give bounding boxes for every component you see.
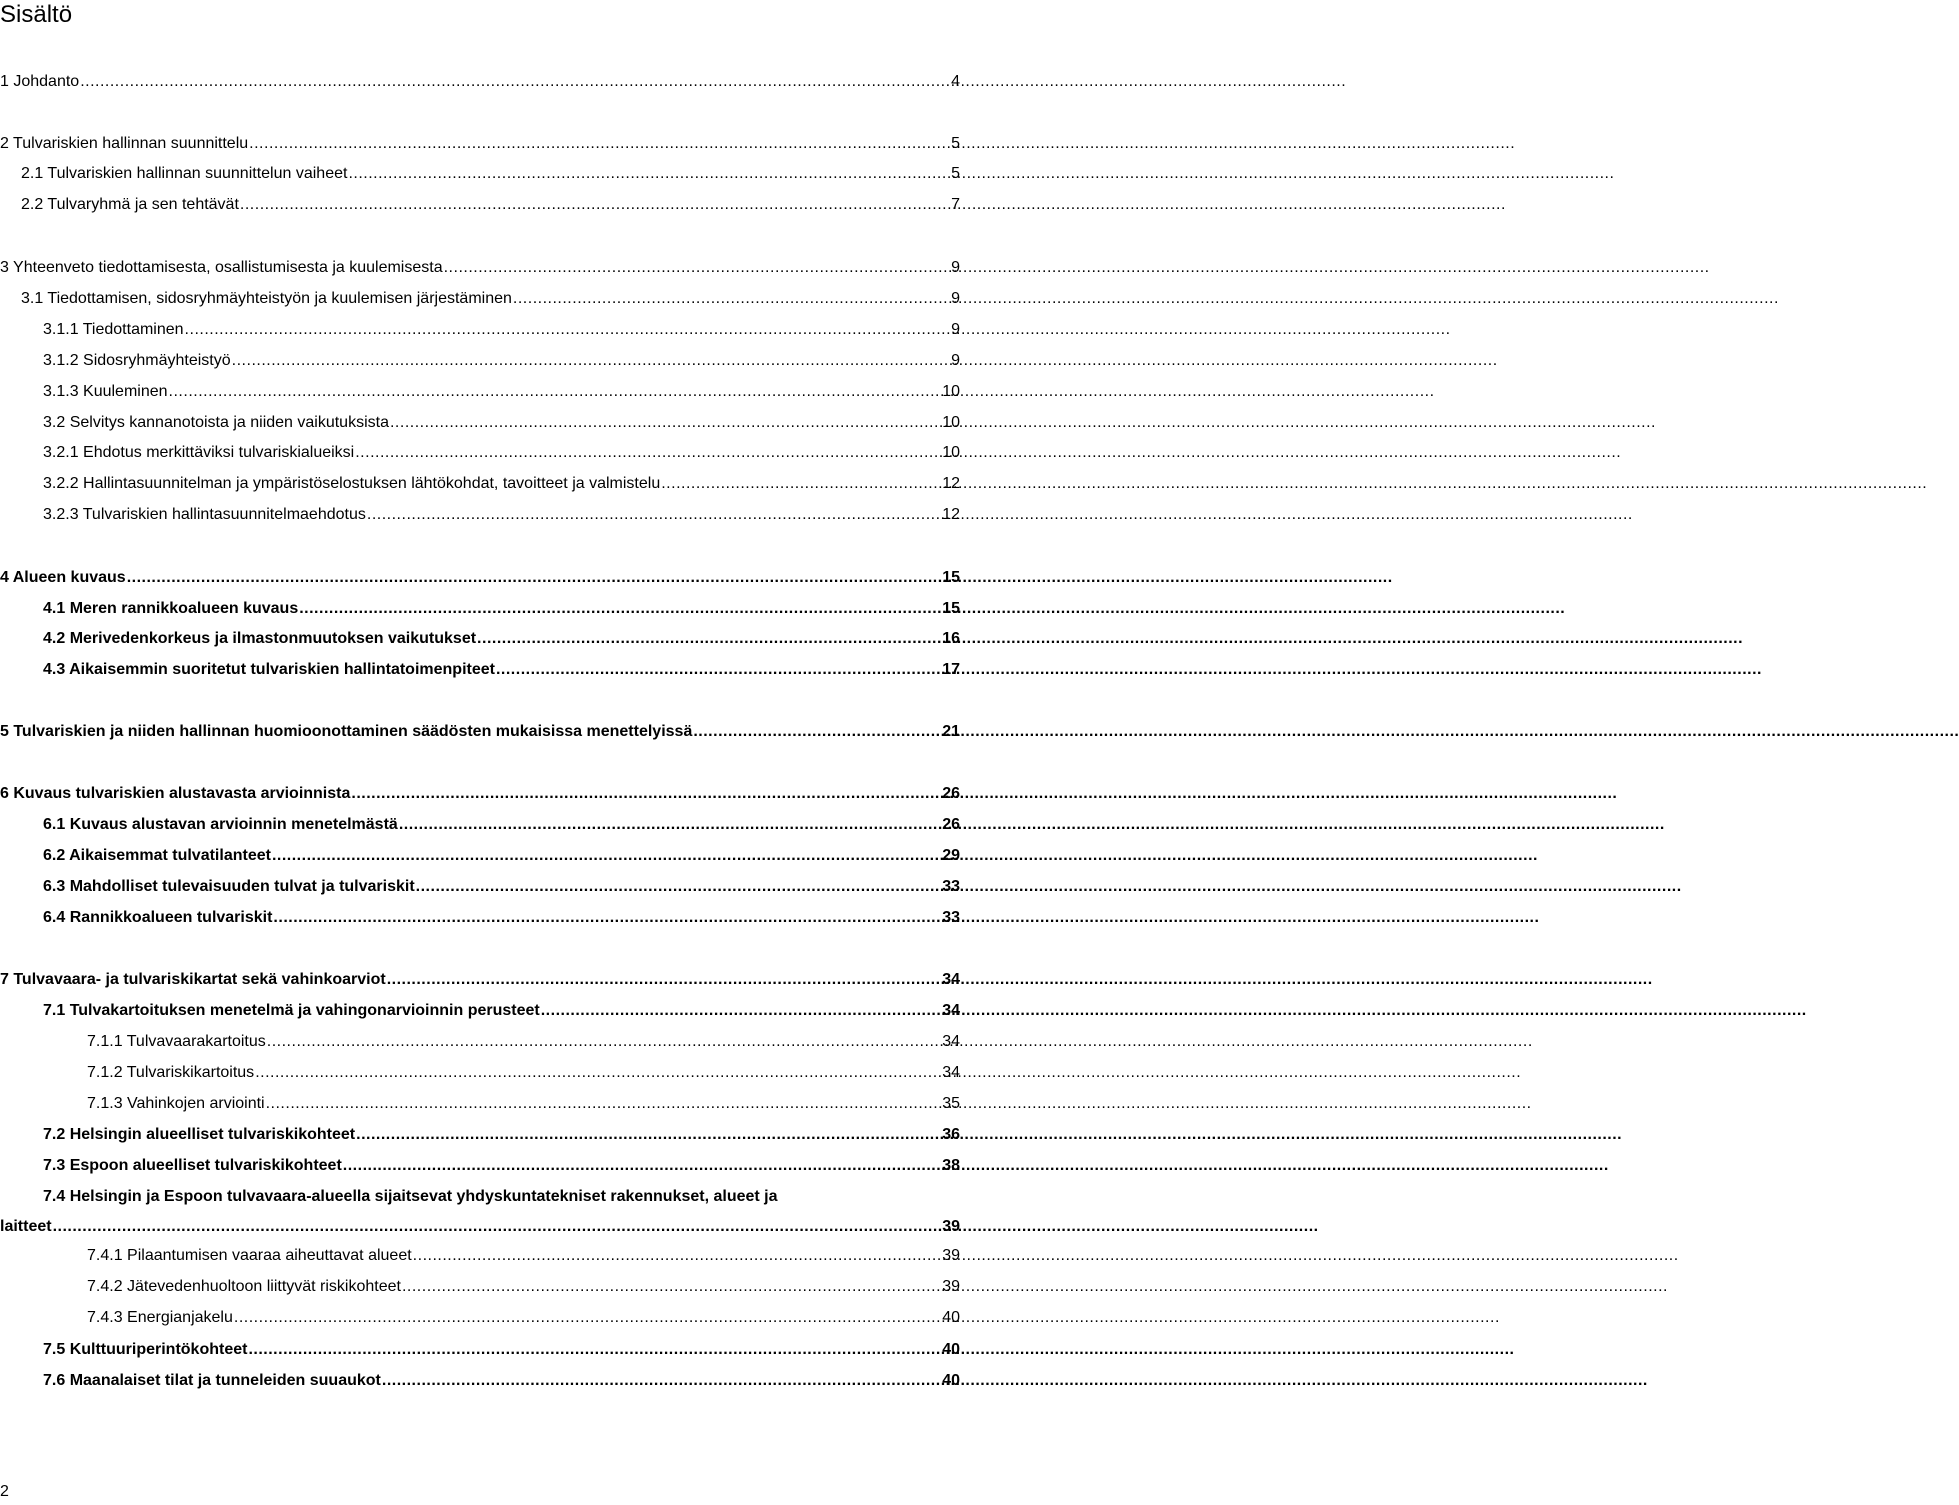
toc-entry-page: 40 (942, 1309, 960, 1326)
toc-entry-page: 36 (942, 1126, 960, 1143)
toc-entry[interactable] (43, 1338, 960, 1362)
toc-leader-dots (266, 1092, 942, 1116)
toc-entry-title: 2.2 Tulvaryhmä ja sen tehtävät (21, 196, 239, 213)
toc-entry[interactable] (43, 906, 960, 930)
toc-entry[interactable] (43, 597, 960, 621)
toc-entry-page: 34 (942, 971, 960, 988)
toc-leader-dots (299, 597, 941, 621)
toc-entry-title: 7.3 Espoon alueelliset tulvariskikohteet (43, 1157, 342, 1174)
toc-entry-page: 26 (942, 785, 960, 802)
toc-entry[interactable] (43, 318, 960, 342)
toc-entry-page: 21 (942, 723, 960, 740)
toc-leader-dots (272, 844, 941, 868)
toc-leader-dots (127, 566, 942, 590)
toc-entry[interactable] (43, 349, 960, 373)
toc-entry-page: 34 (942, 1064, 960, 1081)
toc-leader-dots (399, 813, 941, 837)
page-number: 2 (0, 1483, 9, 1500)
toc-entry[interactable] (43, 658, 960, 682)
toc-entry[interactable] (0, 256, 960, 280)
toc-entry[interactable] (43, 1369, 960, 1393)
toc-entry-page: 5 (951, 165, 960, 182)
toc-entry-title: 3.1.1 Tiedottaminen (43, 321, 184, 338)
toc-entry-title: 4.3 Aikaisemmin suoritetut tulvariskien hallintatoimenpiteet (43, 661, 495, 678)
toc-leader-dots (185, 318, 951, 342)
toc-entry[interactable] (0, 132, 960, 156)
toc-entry-page: 9 (951, 259, 960, 276)
toc-entry-title: 7.4.2 Jätevedenhuoltoon liittyvät riskikohteet (87, 1278, 401, 1295)
toc-entry[interactable] (87, 1092, 960, 1116)
toc-entry[interactable] (0, 782, 960, 806)
toc-leader-dots (444, 256, 950, 280)
toc-entry[interactable] (0, 566, 960, 590)
toc-entry-page: 10 (942, 414, 960, 431)
toc-entry-title: 6 Kuvaus tulvariskien alustavasta arvioinnista (0, 785, 351, 802)
toc-entry-page: 10 (942, 444, 960, 461)
toc-entry-title: 3.2.1 Ehdotus merkittäviksi tulvariskialueiksi (43, 444, 355, 461)
toc-entry-title: 7.4 Helsingin ja Espoon tulvavaara-alueella sijaitsevat yhdyskuntatekniset rakennukset, alueet ja (43, 1188, 778, 1205)
toc-entry-page: 38 (942, 1157, 960, 1174)
toc-entry-title: 7.4.3 Energianjakelu (87, 1309, 233, 1326)
toc-entry[interactable] (43, 472, 960, 496)
toc-leader-dots (348, 162, 950, 186)
toc-entry-page: 9 (951, 290, 960, 307)
toc-entry-title: 7.1.2 Tulvariskikartoitus (87, 1064, 255, 1081)
toc-leader-dots (255, 1061, 941, 1085)
toc-leader-dots (169, 380, 942, 404)
toc-entry-page: 40 (942, 1341, 960, 1358)
toc-entry[interactable] (0, 720, 960, 744)
toc-leader-dots (402, 1275, 941, 1299)
toc-entry[interactable] (0, 1182, 960, 1242)
toc-entry-page: 35 (942, 1095, 960, 1112)
toc-entry-title: 7.6 Maanalaiset tilat ja tunneleiden suuaukot (43, 1372, 381, 1389)
toc-entry-title: 3.1.3 Kuuleminen (43, 383, 168, 400)
toc-entry-title: 2.1 Tulvariskien hallinnan suunnittelun vaiheet (21, 165, 348, 182)
toc-entry[interactable] (87, 1306, 960, 1330)
toc-entry-page: 12 (942, 506, 960, 523)
toc-entry[interactable] (21, 287, 960, 311)
toc-leader-dots (240, 193, 950, 217)
toc-leader-dots (248, 1338, 941, 1362)
toc-entry-title-continued: laitteet (0, 1218, 52, 1235)
toc-entry-title: 7.2 Helsingin alueelliset tulvariskikohteet (43, 1126, 356, 1143)
toc-entry-title: 7.1 Tulvakartoituksen menetelmä ja vahingonarvioinnin perusteet (43, 1002, 540, 1019)
toc-entry[interactable] (43, 503, 960, 527)
toc-leader-dots (661, 472, 941, 496)
toc-entry-title: 3 Yhteenveto tiedottamisesta, osallistumisesta ja kuulemisesta (0, 259, 443, 276)
toc-entry-page: 9 (951, 352, 960, 369)
toc-leader-dots (477, 627, 941, 651)
toc-entry-page: 34 (942, 1033, 960, 1050)
toc-entry-page: 39 (942, 1278, 960, 1295)
toc-entry[interactable] (43, 411, 960, 435)
toc-entry-title: 3.1 Tiedottamisen, sidosryhmäyhteistyön ja kuulemisen järjestäminen (21, 290, 512, 307)
toc-entry-page: 29 (942, 847, 960, 864)
toc-leader-dots (416, 875, 942, 899)
toc-entry[interactable] (21, 162, 960, 186)
toc-leader-dots (273, 906, 941, 930)
toc-entry[interactable] (87, 1244, 960, 1268)
toc-entry[interactable] (43, 380, 960, 404)
toc-leader-dots (343, 1154, 941, 1178)
toc-leader-dots (355, 441, 941, 465)
toc-entry-page: 9 (951, 321, 960, 338)
toc-entry[interactable] (43, 627, 960, 651)
toc-entry-title: 4 Alueen kuvaus (0, 569, 126, 586)
toc-leader-dots (382, 1369, 941, 1393)
toc-entry-title: 6.2 Aikaisemmat tulvatilanteet (43, 847, 271, 864)
toc-entry-page: 26 (942, 816, 960, 833)
toc-leader-dots (356, 1123, 941, 1147)
toc-entry-page: 17 (942, 661, 960, 678)
toc-entry-page: 33 (942, 878, 960, 895)
toc-leader-dots (267, 1030, 941, 1054)
toc-entry-page: 39 (942, 1218, 960, 1235)
toc-leader-dots (351, 782, 941, 806)
toc-entry-title: 7.4.1 Pilaantumisen vaaraa aiheuttavat alueet (87, 1247, 412, 1264)
toc-entry-page: 39 (942, 1247, 960, 1264)
toc-entry-title: 7.5 Kulttuuriperintökohteet (43, 1341, 248, 1358)
toc-entry-title: 6.3 Mahdolliset tulevaisuuden tulvat ja tulvariskit (43, 878, 415, 895)
toc-entry-title: 7.1.1 Tulvavaarakartoitus (87, 1033, 266, 1050)
toc-entry-title: 6.4 Rannikkoalueen tulvariskit (43, 909, 273, 926)
toc-entry-page: 34 (942, 1002, 960, 1019)
toc-leader-dots (513, 287, 950, 311)
toc-leader-dots (413, 1244, 942, 1268)
toc-entry[interactable] (21, 193, 960, 217)
toc-entry[interactable] (43, 441, 960, 465)
toc-entry-page: 15 (942, 569, 960, 586)
toc-entry-title: 4.1 Meren rannikkoalueen kuvaus (43, 600, 299, 617)
toc-entry[interactable] (43, 875, 960, 899)
toc-entry-title: 5 Tulvariskien ja niiden hallinnan huomioonottaminen säädösten mukaisissa menettelyissä (0, 723, 693, 740)
toc-entry-page: 12 (942, 475, 960, 492)
toc-entry[interactable] (0, 968, 960, 992)
toc-entry[interactable] (43, 844, 960, 868)
toc-leader-dots (496, 658, 941, 682)
toc-leader-dots (53, 1212, 942, 1242)
toc-entry[interactable] (87, 1275, 960, 1299)
toc-entry-title: 3.2 Selvitys kannanotoista ja niiden vaikutuksista (43, 414, 389, 431)
toc-entry-page: 33 (942, 909, 960, 926)
toc-leader-dots (249, 132, 950, 156)
toc-entry[interactable] (0, 70, 960, 94)
toc-leader-dots (541, 999, 941, 1023)
toc-leader-dots (367, 503, 941, 527)
toc-leader-dots (387, 968, 942, 992)
toc-entry[interactable] (43, 1123, 960, 1147)
toc-entry-page: 4 (951, 73, 960, 90)
toc-entry-page: 10 (942, 383, 960, 400)
toc-entry-title: 3.1.2 Sidosryhmäyhteistyö (43, 352, 231, 369)
toc-entry-title: 7.1.3 Vahinkojen arviointi (87, 1095, 265, 1112)
toc-leader-dots (234, 1306, 941, 1330)
toc-entry-page: 16 (942, 630, 960, 647)
page-title: Sisältö (0, 1, 73, 28)
toc-entry[interactable] (43, 813, 960, 837)
toc-entry-page: 15 (942, 600, 960, 617)
toc-leader-dots (232, 349, 950, 373)
toc-entry[interactable] (87, 1030, 960, 1054)
toc-leader-dots (693, 720, 941, 744)
toc-entry-title: 2 Tulvariskien hallinnan suunnittelu (0, 135, 249, 152)
toc-leader-dots (80, 70, 950, 94)
toc-entry-title: 4.2 Merivedenkorkeus ja ilmastonmuutoksen vaikutukset (43, 630, 477, 647)
toc-entry-page: 7 (951, 196, 960, 213)
toc-entry[interactable] (43, 1154, 960, 1178)
toc-entry-page: 5 (951, 135, 960, 152)
toc-entry-title: 3.2.2 Hallintasuunnitelman ja ympäristöselostuksen lähtökohdat, tavoitteet ja valmistelu (43, 475, 661, 492)
toc-entry-title: 3.2.3 Tulvariskien hallintasuunnitelmaehdotus (43, 506, 366, 523)
toc-entry-title: 6.1 Kuvaus alustavan arvioinnin menetelmästä (43, 816, 398, 833)
toc-entry-title: 1 Johdanto (0, 73, 80, 90)
toc-entry[interactable] (43, 999, 960, 1023)
toc-entry[interactable] (87, 1061, 960, 1085)
toc-entry-page: 40 (942, 1372, 960, 1389)
toc-leader-dots (390, 411, 941, 435)
toc-entry-title: 7 Tulvavaara- ja tulvariskikartat sekä vahinkoarviot (0, 971, 386, 988)
